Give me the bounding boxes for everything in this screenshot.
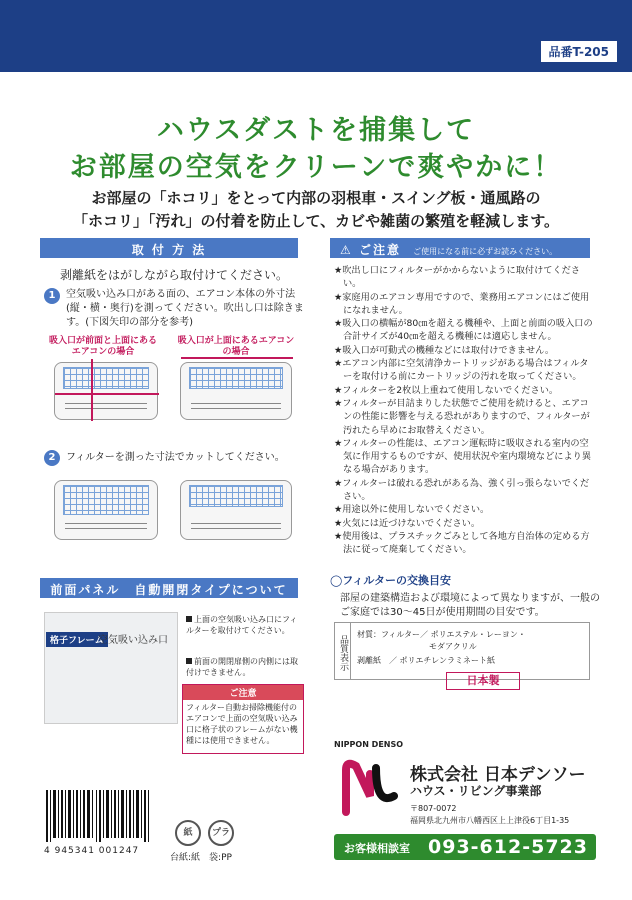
company-logo-text: NIPPON DENSO [334,740,404,749]
exchange-title: ◯フィルターの交換目安 [330,574,451,587]
grid-frame-tag: 格子フレーム [46,632,108,647]
headline-line1: ハウスダストを捕集して [156,115,476,146]
made-in-japan-badge: 日本製 [446,672,520,690]
panel-caution-box [182,684,304,754]
intro-line1: お部屋の「ホコリ」をとって内部の羽根車・スイング板・通風路の [91,189,541,207]
step2-number: 2 [44,450,60,466]
auto-panel-aircon-image [44,612,178,724]
aircon-cut-illustration-1 [54,480,158,540]
air-outlet [191,523,281,529]
filter-grid [63,367,149,389]
company-logo-icon [340,756,400,820]
bullet-square-icon [186,616,192,622]
measure-arrow [181,357,293,359]
install-section-title: 取 付 方 法 [40,238,298,258]
caution-item: ★ フィルターを2枚以上重ねて使用しないでください。 [334,384,596,397]
caution-item: ★ フィルターの性能は、エアコン運転時に吸収される室内の空気に作用するものですが、使用状況や室内環境などにより異なる場合があります。 [334,437,596,477]
caution-item: ★ 火気には近づけないでください。 [334,517,596,530]
panel-caution-text: フィルター自動お掃除機能付のエアコンで上面の空気吸い込み口に格子状のフレームがない機種には使用できません。 [186,703,298,745]
aircon-cut-illustration-2 [180,480,292,540]
panel-caution-title: ご注意 [183,685,303,700]
caution-item: ★ エアコン内部に空気清浄カートリッジがある場合はフィルターを取付ける前にカートリッジの汚れを取ってください。 [334,357,596,384]
company-postal: 〒807-0072 [410,804,457,813]
air-outlet [65,523,147,529]
caution-item: ★ フィルターが目詰まりした状態でご使用を続けると、エアコンの性能に影響を与える恐れがありますので、フィルターが汚れたら早めにお取替えください。 [334,397,596,437]
quality-row-filter-cont: モダアクリル [429,642,477,651]
intake-label: 空気吸い込み口 [98,635,168,646]
top-band [0,0,632,72]
step2-text: フィルターを測った寸法でカットしてください。 [66,452,285,463]
paper-recycle-icon: 紙 [175,820,201,846]
aircon-illustration-top [180,362,292,420]
caution-item: ★ 吸入口が可動式の機種などには取付けできません。 [334,344,596,357]
product-code: 品番T-205 [540,40,618,63]
caution-item: ★ フィルターは破れる恐れがある為、強く引っ張らないでください。 [334,477,596,504]
company-address: 福岡県北九州市八幡西区上上津役6丁目1-35 [410,816,570,825]
panel-bullet-1 [186,614,302,636]
plastic-recycle-icon: プラ [208,820,234,846]
caution-item: ★ 家庭用のエアコン専用ですので、業務用エアコンにはご使用になれません。 [334,291,596,318]
install-lead: 剥離紙をはがしながら取付けてください。 [60,268,289,282]
company-name: 株式会社 日本デンソー [410,765,586,785]
quality-row-filter: 材質：フィルター／ ポリエステル・レーヨン・ [357,630,526,639]
panel-bullet-2-text: 前面の開閉扉側の内側には取付けできません。 [186,657,298,677]
label-front-top-intake: 吸入口が前面と上面にあるエアコンの場合 [48,336,157,357]
filter-grid [189,367,283,389]
caution-item: ★ 使用後は、プラスチックごみとして各地方自治体の定める方法に従って廃棄してください。 [334,530,596,557]
hotline-label: お客様相談室 [344,842,410,855]
barcode-number: 4 945341 001247 [44,846,140,856]
filter-grid [189,485,283,507]
label-top-intake: 吸入口が上面にあるエアコンの場合 [177,336,295,357]
headline-line2: お部屋の空気をクリーンで爽やかに！ [69,152,563,183]
filter-grid [63,485,149,515]
caution-section-title [330,238,590,258]
company-division: ハウス・リビング事業部 [410,784,542,798]
measure-arrow [55,393,159,395]
bullet-square-icon [186,658,192,664]
hotline-banner [334,834,596,860]
recycle-label: 台紙:紙 袋:PP [170,853,232,863]
caution-title: ご注意 [358,243,401,257]
aircon-illustration-front-top [54,362,158,420]
panel-section-title: 前面パネル 自動開閉タイプについて [40,578,298,598]
hotline-number: 093-612-5723 [428,836,588,858]
air-outlet [191,403,281,409]
quality-row-liner: 剥離紙 ／ ポリエチレンラミネート紙 [357,656,496,665]
caution-item: ★ 吹出し口にフィルターがかからないように取付けてください。 [334,264,596,291]
caution-list [334,264,596,557]
barcode-icon [44,790,154,842]
panel-bullet-2 [186,656,302,678]
air-outlet [65,403,147,409]
step1-number: 1 [44,288,60,304]
caution-item: ★ 用途以外に使用しないでください。 [334,503,596,516]
caution-subtitle: ご使用になる前に必ずお読みください。 [413,247,558,256]
warning-icon: ⚠ [340,243,353,257]
quality-head: 品質表示 [335,623,351,679]
step1-text: 空気吸い込み口がある面の、エアコン本体の外寸法(縦・横・奥行)を測ってください。吹出し口は除きます。(下図矢印の部分を参考) [66,289,304,328]
measure-arrow [91,359,93,421]
exchange-text: 部屋の建築構造および環境によって異なりますが、一般のご家庭では30～45日が使用期間の目安です。 [340,593,600,618]
caution-item: ★ 吸入口の横幅が80㎝を超える機種や、上面と前面の吸入口の合計サイズが40㎝を超える機種には適応しません。 [334,317,596,344]
panel-bullet-1-text: 上面の空気吸い込み口にフィルターを取付けてください。 [186,615,298,635]
intro-line2: 「ホコリ」「汚れ」の付着を防止して、カビや雑菌の繁殖を軽減します。 [72,212,559,230]
